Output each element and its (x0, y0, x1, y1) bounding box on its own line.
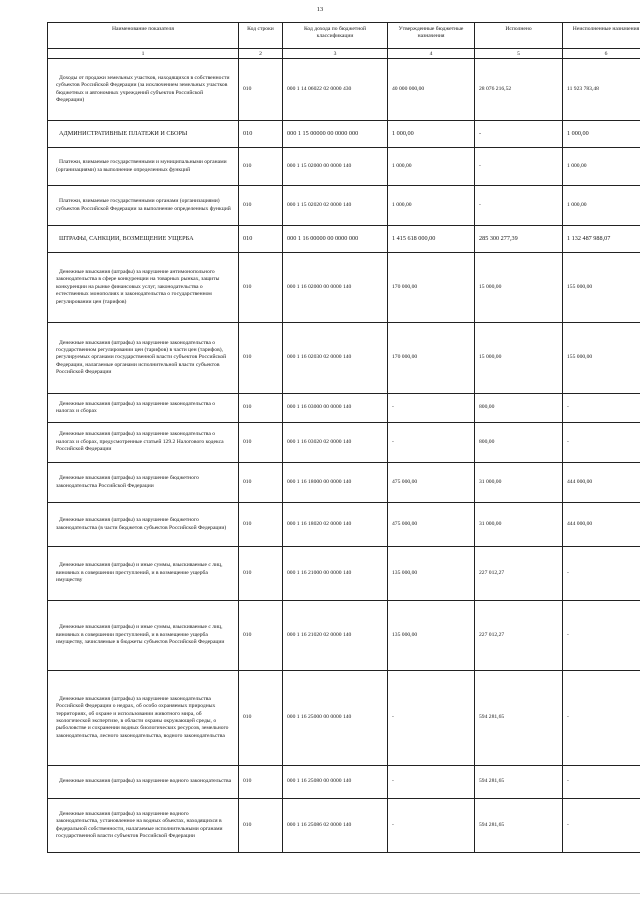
approved-amount: - (388, 394, 475, 423)
unexecuted-amount: 1 000,00 (563, 148, 640, 186)
executed-amount: 594 281,65 (475, 766, 563, 799)
line-code: 010 (239, 186, 283, 226)
line-code: 010 (239, 503, 283, 547)
line-code: 010 (239, 253, 283, 323)
line-code: 010 (239, 601, 283, 671)
income-code: 000 1 16 02030 02 0000 140 (283, 323, 388, 394)
indicator-name: Денежные взыскания (штрафы) за нарушение водного законодательства, установленное на водных объектах, находящихся в федеральной собственности, налагаемые исполнительными органами государственной власти субъектов Российской Федерации (48, 799, 239, 853)
income-code: 000 1 16 03000 00 0000 140 (283, 394, 388, 423)
unexecuted-amount: 1 000,00 (563, 186, 640, 226)
table-row (48, 601, 640, 671)
indicator-name: Денежные взыскания (штрафы) за нарушение законодательства Российской Федерации о недрах, об особо охраняемых природных территориях, об охране и использовании животного мира, об экологической экспертизе, в области охраны окружающей среды, о рыболовстве и сохранении водных биологических ресурсов, земельного законодательства, лесного законодательства, водного законодательства (48, 671, 239, 766)
income-code: 000 1 16 25080 00 0000 140 (283, 766, 388, 799)
column-number: 2 (239, 49, 283, 59)
table-row (48, 394, 640, 423)
table-row (48, 226, 640, 253)
executed-amount: 227 012,27 (475, 601, 563, 671)
approved-amount: 475 000,00 (388, 463, 475, 503)
unexecuted-amount: 11 923 783,48 (563, 59, 640, 121)
column-number: 3 (283, 49, 388, 59)
unexecuted-amount: - (563, 601, 640, 671)
line-code: 010 (239, 463, 283, 503)
column-number-row (48, 49, 640, 59)
executed-amount: 15 000,00 (475, 323, 563, 394)
header-indicator-name: Наименование показателя (48, 23, 239, 49)
indicator-name: Денежные взыскания (штрафы) за нарушение водного законодательства (48, 766, 239, 799)
executed-amount: 285 300 277,39 (475, 226, 563, 253)
approved-amount: 170 000,00 (388, 323, 475, 394)
table-row (48, 766, 640, 799)
line-code: 010 (239, 323, 283, 394)
executed-amount: 594 281,65 (475, 799, 563, 853)
approved-amount: 170 000,00 (388, 253, 475, 323)
indicator-name: ШТРАФЫ, САНКЦИИ, ВОЗМЕЩЕНИЕ УЩЕРБА (48, 226, 239, 253)
header-row (48, 23, 640, 49)
table-row (48, 148, 640, 186)
table-header (48, 23, 640, 59)
column-number: 6 (563, 49, 640, 59)
table-row (48, 463, 640, 503)
approved-amount: 1 000,00 (388, 121, 475, 148)
income-code: 000 1 16 25086 02 0000 140 (283, 799, 388, 853)
income-code: 000 1 15 02000 00 0000 140 (283, 148, 388, 186)
executed-amount: 31 000,00 (475, 463, 563, 503)
page-number: 13 (316, 6, 324, 13)
table-row (48, 121, 640, 148)
approved-amount: 1 000,00 (388, 186, 475, 226)
line-code: 010 (239, 423, 283, 463)
unexecuted-amount: 155 000,00 (563, 323, 640, 394)
line-code: 010 (239, 766, 283, 799)
approved-amount: - (388, 671, 475, 766)
income-code: 000 1 15 00000 00 0000 000 (283, 121, 388, 148)
header-line-code: Код строки (239, 23, 283, 49)
executed-amount: 800,00 (475, 394, 563, 423)
indicator-name: Денежные взыскания (штрафы) за нарушение законодательства о государственном регулировании цен (тарифов) в части цен (тарифов), регулируемых органами государственной власти субъектов Российской Федерации, налагаемые органами исполнительной власти субъектов Российской Федерации (48, 323, 239, 394)
income-code: 000 1 16 21000 00 0000 140 (283, 547, 388, 601)
executed-amount: - (475, 121, 563, 148)
table-row (48, 547, 640, 601)
line-code: 010 (239, 547, 283, 601)
indicator-name: Платежи, взимаемые государственными органами (организациями) субъектов Российской Федерации за выполнение определенных функций (48, 186, 239, 226)
indicator-name: Денежные взыскания (штрафы) за нарушение законодательства о налогах и сборах (48, 394, 239, 423)
approved-amount: 135 000,00 (388, 547, 475, 601)
line-code: 010 (239, 148, 283, 186)
table-row (48, 423, 640, 463)
unexecuted-amount: - (563, 423, 640, 463)
approved-amount: 1 000,00 (388, 148, 475, 186)
indicator-name: АДМИНИСТРАТИВНЫЕ ПЛАТЕЖИ И СБОРЫ (48, 121, 239, 148)
page-edge-line (0, 893, 640, 894)
table-row (48, 253, 640, 323)
table-row (48, 323, 640, 394)
approved-amount: 1 415 618 000,00 (388, 226, 475, 253)
table-body (48, 59, 640, 853)
header-income-code: Код дохода по бюджетной классификации (283, 23, 388, 49)
executed-amount: 28 076 216,52 (475, 59, 563, 121)
unexecuted-amount: 444 000,00 (563, 503, 640, 547)
table-row (48, 186, 640, 226)
line-code: 010 (239, 394, 283, 423)
indicator-name: Денежные взыскания (штрафы) и иные суммы, взыскиваемые с лиц, виновных в совершении преступлений, и в возмещение ущерба имуществу, зачисляемые в бюджеты субъектов Российской Федерации (48, 601, 239, 671)
line-code: 010 (239, 121, 283, 148)
unexecuted-amount: 1 132 487 988,07 (563, 226, 640, 253)
line-code: 010 (239, 799, 283, 853)
income-code: 000 1 16 00000 00 0000 000 (283, 226, 388, 253)
executed-amount: 227 012,27 (475, 547, 563, 601)
executed-amount: 594 281,65 (475, 671, 563, 766)
column-number: 4 (388, 49, 475, 59)
column-number: 5 (475, 49, 563, 59)
approved-amount: - (388, 423, 475, 463)
approved-amount: - (388, 799, 475, 853)
indicator-name: Денежные взыскания (штрафы) и иные суммы, взыскиваемые с лиц, виновных в совершении преступлений, и в возмещение ущерба имуществу (48, 547, 239, 601)
header-approved: Утвержденные бюджетные назначения (388, 23, 475, 49)
header-unexecuted: Неисполненные назначения (563, 23, 640, 49)
executed-amount: 15 000,00 (475, 253, 563, 323)
income-code: 000 1 16 18000 00 0000 140 (283, 463, 388, 503)
income-code: 000 1 16 18020 02 0000 140 (283, 503, 388, 547)
income-code: 000 1 16 21020 02 0000 140 (283, 601, 388, 671)
unexecuted-amount: - (563, 799, 640, 853)
approved-amount: - (388, 766, 475, 799)
indicator-name: Денежные взыскания (штрафы) за нарушение законодательства о налогах и сборах, предусмотренные статьей 129.2 Налогового кодекса Российской Федерации (48, 423, 239, 463)
indicator-name: Доходы от продажи земельных участков, находящихся в собственности субъектов Российской Федерации (за исключением земельных участков бюджетных и автономных учреждений субъектов Российской Федерации) (48, 59, 239, 121)
unexecuted-amount: - (563, 766, 640, 799)
table-row (48, 59, 640, 121)
executed-amount: - (475, 186, 563, 226)
unexecuted-amount: 444 000,00 (563, 463, 640, 503)
indicator-name: Денежные взыскания (штрафы) за нарушение бюджетного законодательства (в части бюджетов субъектов Российской Федерации) (48, 503, 239, 547)
line-code: 010 (239, 226, 283, 253)
executed-amount: 31 000,00 (475, 503, 563, 547)
table-row (48, 671, 640, 766)
approved-amount: 135 000,00 (388, 601, 475, 671)
indicator-name: Платежи, взимаемые государственными и муниципальными органами (организациями) за выполнение определенных функций (48, 148, 239, 186)
unexecuted-amount: 1 000,00 (563, 121, 640, 148)
income-code: 000 1 14 06022 02 0000 430 (283, 59, 388, 121)
income-code: 000 1 15 02020 02 0000 140 (283, 186, 388, 226)
line-code: 010 (239, 59, 283, 121)
executed-amount: - (475, 148, 563, 186)
table-row (48, 503, 640, 547)
approved-amount: 40 000 000,00 (388, 59, 475, 121)
income-code: 000 1 16 03020 02 0000 140 (283, 423, 388, 463)
approved-amount: 475 000,00 (388, 503, 475, 547)
unexecuted-amount: 155 000,00 (563, 253, 640, 323)
unexecuted-amount: - (563, 671, 640, 766)
table-row (48, 799, 640, 853)
header-executed: Исполнено (475, 23, 563, 49)
line-code: 010 (239, 671, 283, 766)
income-code: 000 1 16 25000 00 0000 140 (283, 671, 388, 766)
column-number: 1 (48, 49, 239, 59)
budget-execution-table (47, 22, 640, 853)
indicator-name: Денежные взыскания (штрафы) за нарушение бюджетного законодательства Российской Федерации (48, 463, 239, 503)
executed-amount: 800,00 (475, 423, 563, 463)
indicator-name: Денежные взыскания (штрафы) за нарушение антимонопольного законодательства в сфере конкуренции на товарных рынках, защиты конкуренции на рынке финансовых услуг, законодательства о естественных монополиях и законодательства о государственном регулировании цен (тарифов) (48, 253, 239, 323)
unexecuted-amount: - (563, 394, 640, 423)
unexecuted-amount: - (563, 547, 640, 601)
income-code: 000 1 16 02000 00 0000 140 (283, 253, 388, 323)
